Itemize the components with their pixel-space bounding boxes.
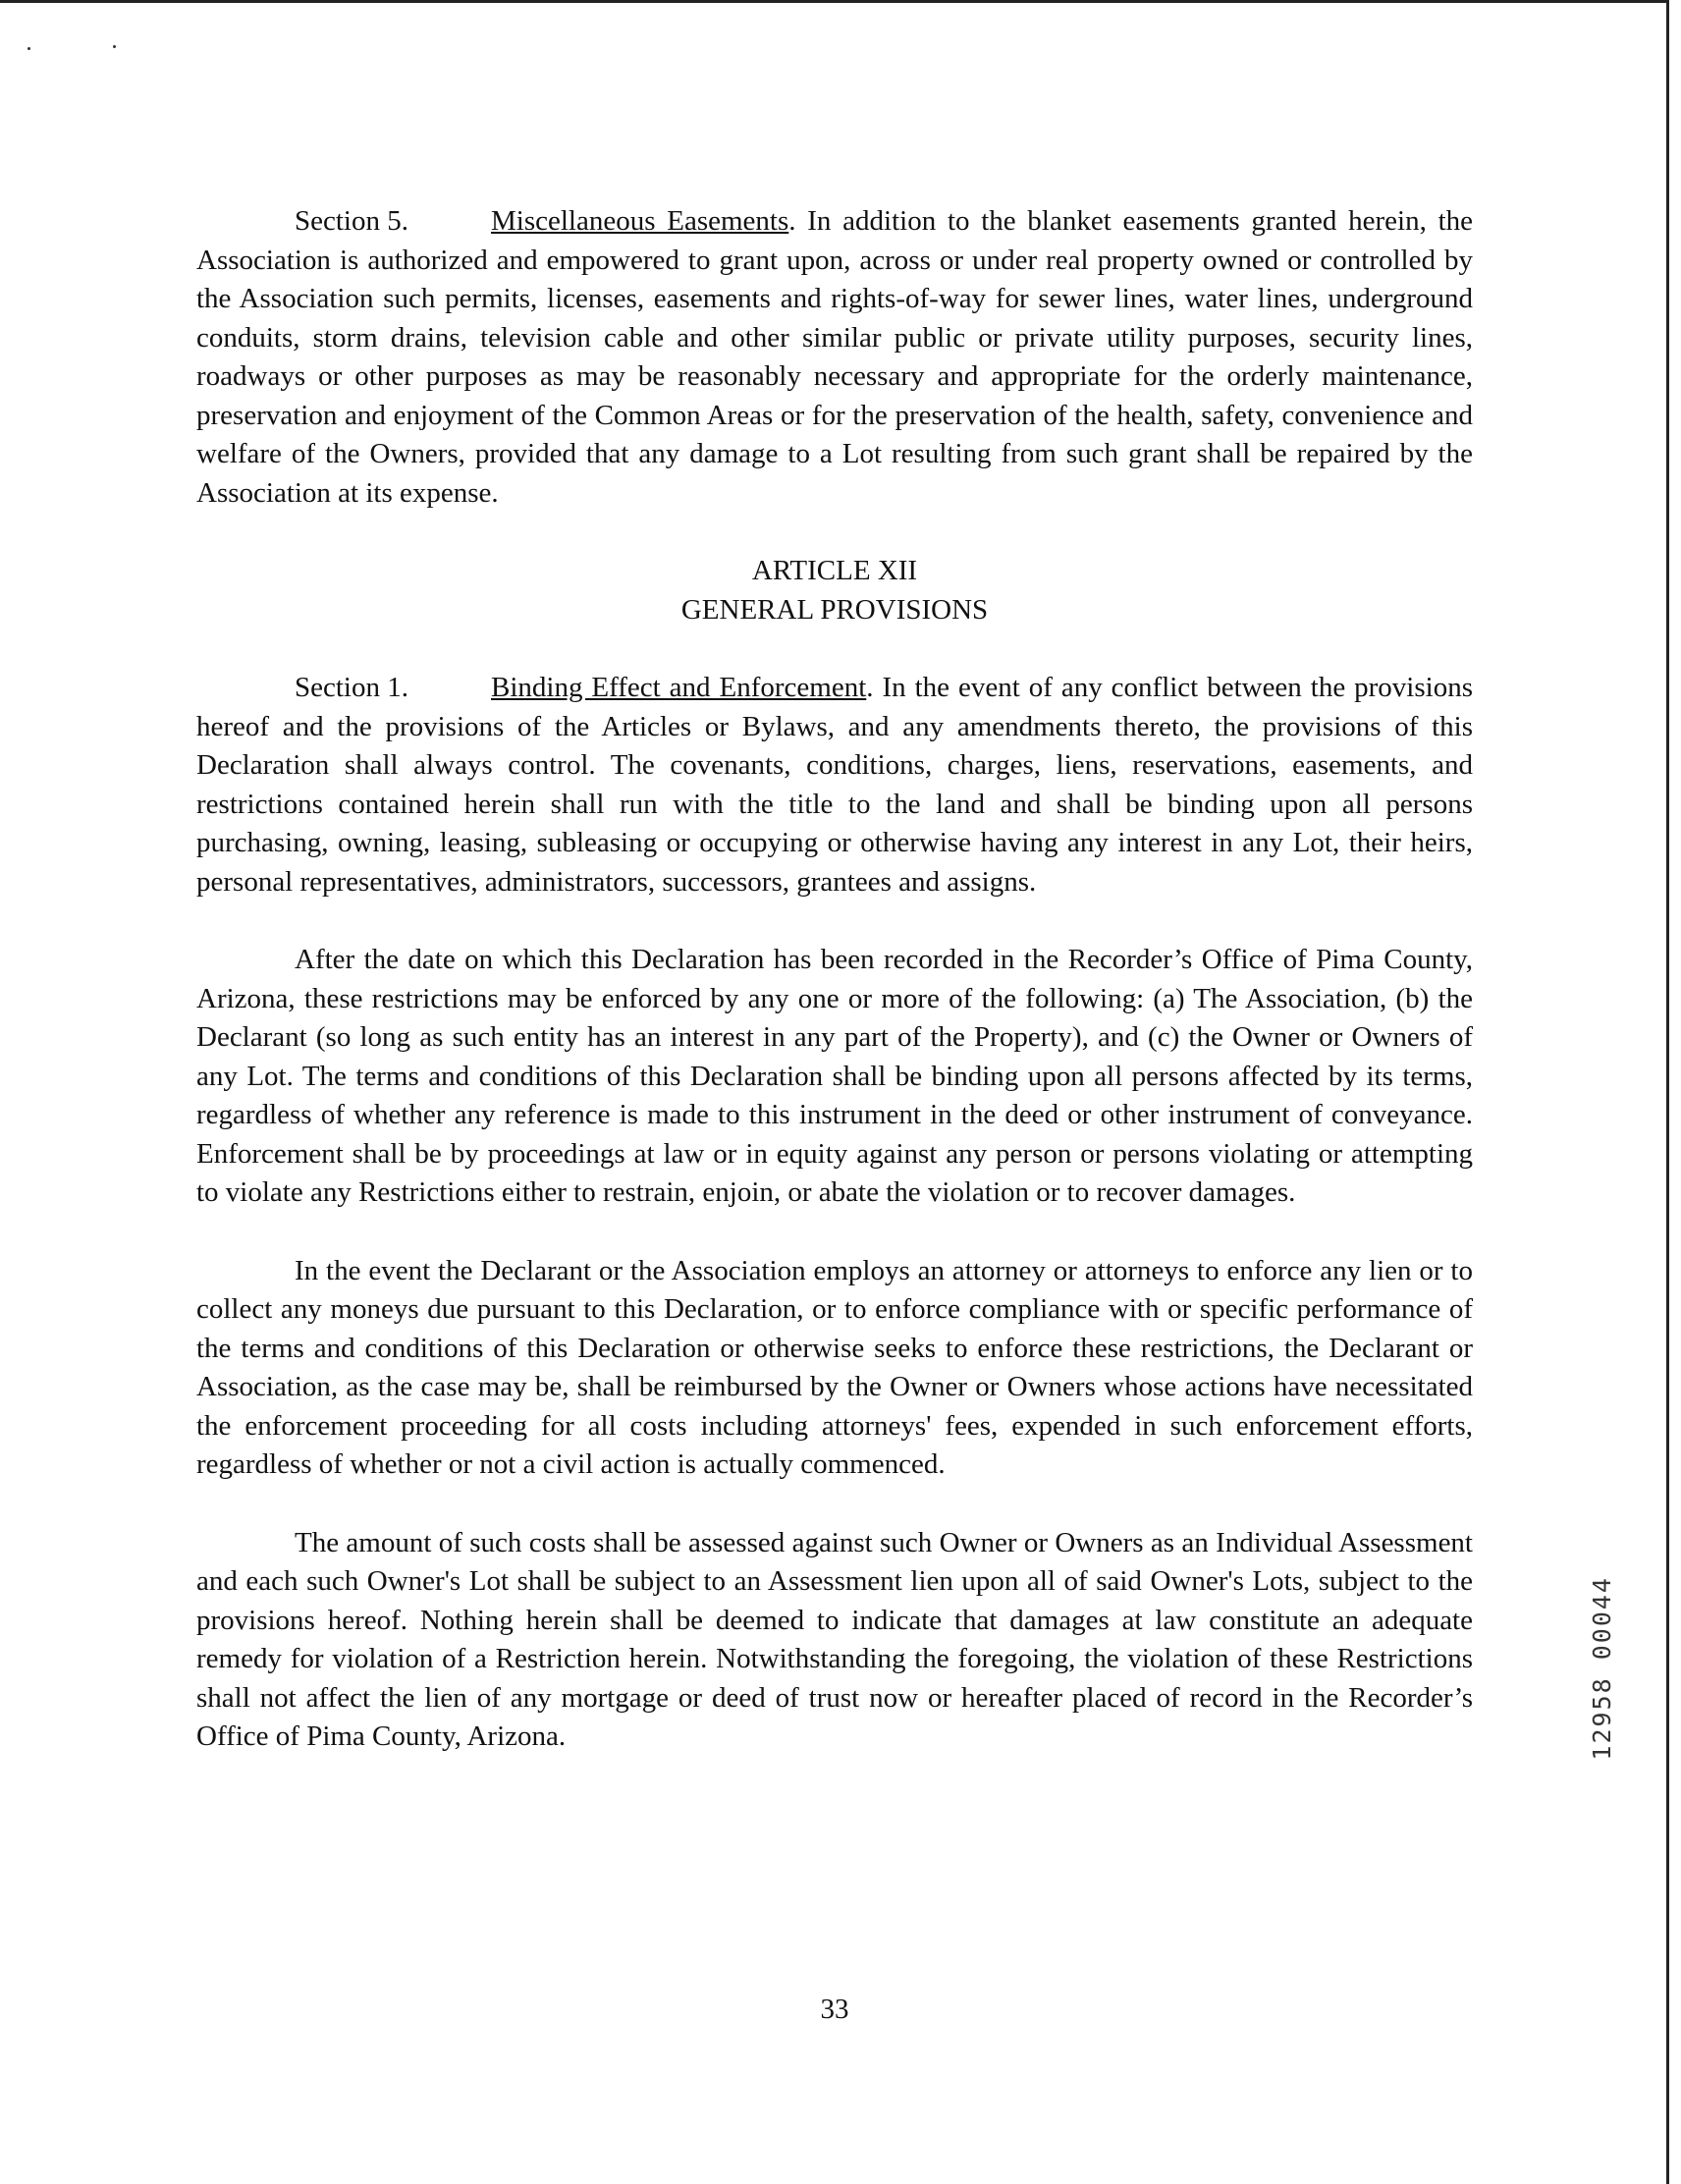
page-number: 33 (820, 1993, 849, 2025)
page-top-border (0, 0, 1669, 3)
article-number: ARTICLE XII (751, 555, 918, 586)
article-heading (196, 552, 1473, 629)
section-5-body: . In addition to the blanket easements granted herein, the Association is authorized and empowered to grant upon, across or under real property owned or controlled by the Association such permits, licenses, easements and rights-of-way for sewer lines, water lines, underground conduits, storm drains, television cable and other similar public or private utility purposes, security lines, roadways or other purposes as may be reasonably necessary and appropriate for the orderly maintenance, preservation and enjoyment of the Common Areas or for the preservation of the health, safety, convenience and welfare of the Owners, provided that any damage to a Lot resulting from such grant shall be repaired by the Association at its expense. (196, 205, 1474, 509)
scan-speck (113, 45, 116, 48)
page-right-border (1666, 0, 1669, 2184)
attorney-fees-paragraph: In the event the Declarant or the Association employs an attorney or attorneys to enforce any lien or to collect any moneys due pursuant to this Declaration, or to enforce compliance with or specific performance of the terms and conditions of this Declaration or otherwise seeks to enforce these restrictions, the Declarant or Association, as the case may be, shall be reimbursed by the Owner or Owners whose actions have necessitated the enforcement proceeding for all costs including attorneys' fees, expended in such enforcement efforts, regardless of whether or not a civil action is actually commenced. (196, 1254, 1473, 1480)
scan-speck (27, 47, 30, 50)
section-1-label: Section 1. (295, 672, 408, 703)
section-5-paragraph (196, 202, 1473, 513)
costs-assessment-paragraph: The amount of such costs shall be assessed against such Owner or Owners as an Individual Assessment and each such Owner's Lot shall be subject to an Assessment lien upon all of said Owner's Lots, subject to the provisions hereof. Nothing herein shall be deemed to indicate that damages at law constitute an adequate remedy for violation of a Restriction herein. Notwithstanding the foregoing, the violation of these Restrictions shall not affect the lien of any mortgage or deed of trust now or hereafter placed of record in the Recorder’s Office of Pima County, Arizona. (196, 1526, 1473, 1752)
section-5-title: Miscellaneous Easements (491, 205, 789, 237)
section-5-label: Section 5. (295, 205, 408, 237)
recording-stamp: 12958 00044 (1588, 1576, 1616, 1761)
article-title: GENERAL PROVISIONS (680, 593, 989, 626)
section-1-title: Binding Effect and Enforcement (491, 672, 867, 703)
section-1-paragraph (196, 669, 1473, 901)
document-body (196, 202, 1473, 1757)
enforcement-paragraph: After the date on which this Declaration has been recorded in the Recorder’s Office of Pima County, Arizona, these restrictions may be enforced by any one or more of the following: (a) The Association, (b) the Declarant (so long as such entity has an interest in any part of the Property), and (c) the Owner or Owners of any Lot. The terms and conditions of this Declaration shall be binding upon all persons affected by its terms, regardless of whether any reference is made to this instrument in the deed or other instrument of conveyance. Enforcement shall be by proceedings at law or in equity against any person or persons violating or attempting to violate any Restrictions either to restrain, enjoin, or abate the violation or to recover damages. (196, 944, 1473, 1208)
section-1-body: . In the event of any conflict between the provisions hereof and the provisions of the Articles or Bylaws, and any amendments thereto, the provisions of this Declaration shall always control. The covenants, conditions, charges, liens, reservations, easements, and restrictions contained herein shall run with the title to the land and shall be binding upon all persons purchasing, owning, leasing, subleasing or occupying or otherwise having any interest in any Lot, their heirs, personal representatives, administrators, successors, grantees and assigns. (196, 672, 1473, 898)
